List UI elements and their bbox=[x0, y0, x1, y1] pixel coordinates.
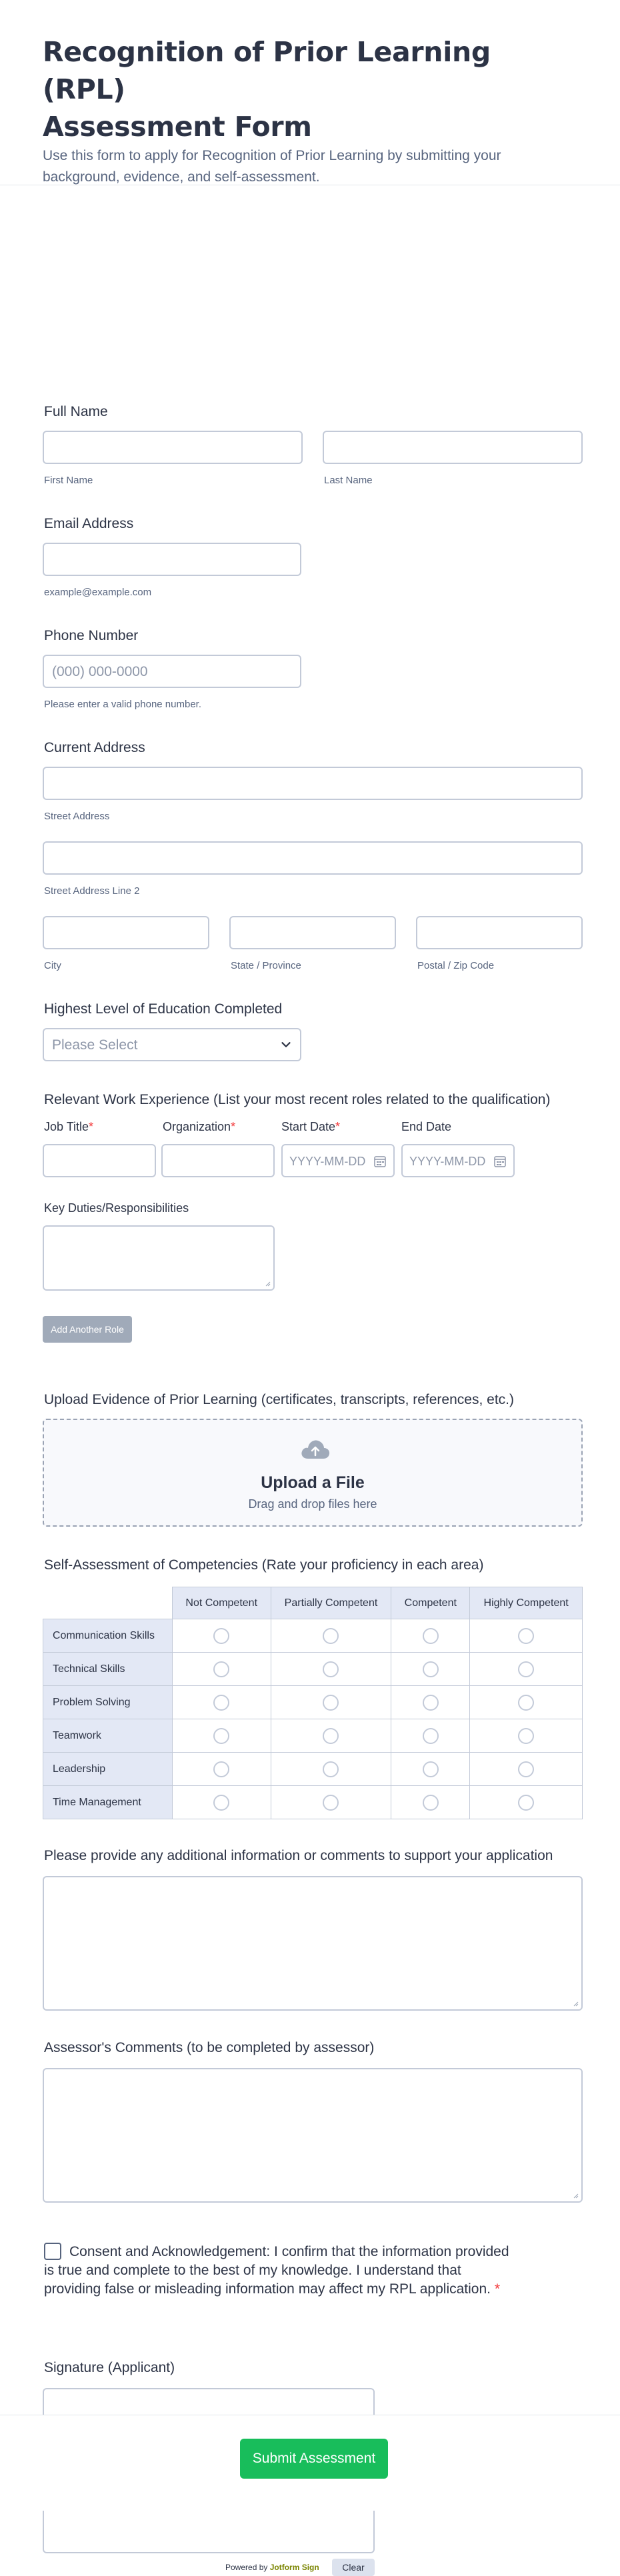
matrix-cell bbox=[391, 1786, 470, 1819]
end-date-input[interactable] bbox=[401, 1144, 515, 1177]
matrix-cell bbox=[271, 1619, 391, 1653]
full-name-label: Full Name bbox=[44, 404, 108, 419]
end-date-placeholder: YYYY-MM-DD bbox=[409, 1155, 486, 1168]
street-address-sublabel: Street Address bbox=[44, 811, 110, 822]
title-line-2: Assessment Form bbox=[43, 111, 312, 143]
matrix-row bbox=[43, 1719, 583, 1753]
consent-text bbox=[44, 2243, 564, 2299]
matrix-radio[interactable] bbox=[518, 1628, 534, 1644]
matrix-radio[interactable] bbox=[323, 1695, 339, 1711]
file-upload-dropzone[interactable] bbox=[43, 1419, 583, 1527]
duties-textarea[interactable] bbox=[43, 1225, 275, 1291]
state-sublabel: State / Province bbox=[231, 960, 301, 971]
phone-sublabel: Please enter a valid phone number. bbox=[44, 699, 201, 710]
matrix-radio[interactable] bbox=[423, 1761, 439, 1777]
additional-info-label: Please provide any additional information or comments to support your application bbox=[44, 1848, 553, 1863]
matrix-radio[interactable] bbox=[213, 1795, 229, 1811]
matrix-radio[interactable] bbox=[423, 1628, 439, 1644]
matrix-column-header: Partially Competent bbox=[271, 1587, 391, 1619]
matrix-cell bbox=[172, 1653, 271, 1686]
resize-handle-icon[interactable] bbox=[572, 2192, 579, 2199]
phone-placeholder: (000) 000-0000 bbox=[52, 664, 148, 679]
email-sublabel: example@example.com bbox=[44, 587, 152, 598]
matrix-radio[interactable] bbox=[423, 1695, 439, 1711]
job-title-input[interactable] bbox=[43, 1144, 156, 1177]
matrix-cell bbox=[271, 1686, 391, 1719]
matrix-row bbox=[43, 1619, 583, 1653]
last-name-sublabel: Last Name bbox=[324, 475, 373, 486]
upload-label: Upload Evidence of Prior Learning (certificates, transcripts, references, etc.) bbox=[44, 1392, 514, 1407]
postal-sublabel: Postal / Zip Code bbox=[417, 960, 495, 971]
matrix-cell bbox=[470, 1653, 583, 1686]
matrix-cell bbox=[271, 1786, 391, 1819]
consent-line-2: is true and complete to the best of my knowledge. I understand that bbox=[44, 2263, 461, 2278]
matrix-cell bbox=[172, 1619, 271, 1653]
matrix-radio[interactable] bbox=[213, 1695, 229, 1711]
matrix-radio[interactable] bbox=[423, 1728, 439, 1744]
email-label: Email Address bbox=[44, 516, 134, 531]
matrix-row-label: Leadership bbox=[43, 1753, 173, 1786]
matrix-radio[interactable] bbox=[423, 1795, 439, 1811]
matrix-row bbox=[43, 1653, 583, 1686]
powered-by: Powered by Jotform Sign bbox=[225, 2563, 319, 2572]
matrix-row bbox=[43, 1753, 583, 1786]
address-label: Current Address bbox=[44, 740, 145, 755]
duties-label: Key Duties/Responsibilities bbox=[44, 1201, 189, 1215]
city-sublabel: City bbox=[44, 960, 61, 971]
first-name-sublabel: First Name bbox=[44, 475, 93, 486]
matrix-cell bbox=[271, 1653, 391, 1686]
matrix-radio[interactable] bbox=[213, 1728, 229, 1744]
submit-button[interactable]: Submit Assessment bbox=[240, 2439, 388, 2479]
form-footer bbox=[0, 2415, 620, 2511]
matrix-cell bbox=[172, 1719, 271, 1753]
matrix-cell bbox=[391, 1753, 470, 1786]
page-title bbox=[43, 33, 577, 145]
start-date-input[interactable] bbox=[281, 1144, 395, 1177]
matrix-radio[interactable] bbox=[213, 1761, 229, 1777]
matrix-radio[interactable] bbox=[518, 1695, 534, 1711]
upload-subtitle: Drag and drop files here bbox=[248, 1497, 377, 1511]
matrix-cell bbox=[470, 1686, 583, 1719]
matrix-cell bbox=[391, 1653, 470, 1686]
street-address-input[interactable] bbox=[43, 767, 583, 800]
signature-label: Signature (Applicant) bbox=[44, 2360, 175, 2375]
start-date-label: Start Date* bbox=[281, 1120, 341, 1133]
organization-label: Organization* bbox=[163, 1120, 236, 1133]
phone-label: Phone Number bbox=[44, 628, 139, 643]
matrix-row bbox=[43, 1686, 583, 1719]
matrix-radio[interactable] bbox=[323, 1795, 339, 1811]
matrix-row-label: Communication Skills bbox=[43, 1619, 173, 1653]
chevron-down-icon bbox=[279, 1037, 293, 1052]
matrix-radio[interactable] bbox=[323, 1628, 339, 1644]
first-name-input[interactable] bbox=[43, 431, 303, 464]
matrix-cell bbox=[271, 1753, 391, 1786]
clear-signature-button[interactable]: Clear bbox=[332, 2559, 375, 2576]
matrix-row-label: Technical Skills bbox=[43, 1653, 173, 1686]
matrix-cell bbox=[172, 1686, 271, 1719]
last-name-input[interactable] bbox=[323, 431, 583, 464]
resize-handle-icon[interactable] bbox=[264, 1280, 271, 1287]
consent-line-1: Consent and Acknowledgement: I confirm that the information provided bbox=[69, 2244, 509, 2259]
matrix-cell bbox=[470, 1619, 583, 1653]
jotform-sign-brand: Jotform Sign bbox=[269, 2563, 319, 2572]
form-header bbox=[0, 0, 620, 185]
education-select[interactable] bbox=[43, 1028, 301, 1061]
organization-input[interactable] bbox=[161, 1144, 275, 1177]
street-address-2-input[interactable] bbox=[43, 841, 583, 875]
matrix-corner bbox=[43, 1587, 173, 1619]
matrix-radio[interactable] bbox=[518, 1761, 534, 1777]
matrix-column-header: Highly Competent bbox=[470, 1587, 583, 1619]
matrix-column-header: Competent bbox=[391, 1587, 470, 1619]
calendar-icon bbox=[493, 1155, 507, 1168]
cloud-upload-icon bbox=[300, 1437, 331, 1460]
required-mark: * bbox=[494, 2281, 501, 2297]
education-placeholder: Please Select bbox=[52, 1037, 138, 1053]
street-address-2-sublabel: Street Address Line 2 bbox=[44, 885, 140, 897]
matrix-column-header: Not Competent bbox=[172, 1587, 271, 1619]
matrix-row-label: Time Management bbox=[43, 1786, 173, 1819]
matrix-radio[interactable] bbox=[423, 1661, 439, 1677]
matrix-cell bbox=[470, 1719, 583, 1753]
resize-handle-icon[interactable] bbox=[572, 2000, 579, 2007]
email-input[interactable] bbox=[43, 543, 301, 576]
end-date-label: End Date bbox=[401, 1120, 452, 1133]
matrix-radio[interactable] bbox=[518, 1661, 534, 1677]
matrix-cell bbox=[172, 1753, 271, 1786]
phone-input[interactable] bbox=[43, 655, 301, 688]
matrix-row bbox=[43, 1786, 583, 1819]
matrix-radio[interactable] bbox=[518, 1728, 534, 1744]
assessor-comments-textarea[interactable] bbox=[43, 2068, 583, 2203]
job-title-label: Job Title* bbox=[44, 1120, 94, 1133]
matrix-cell bbox=[470, 1786, 583, 1819]
matrix-cell bbox=[271, 1719, 391, 1753]
page-description: Use this form to apply for Recognition of Prior Learning by submitting your background, evidence, and self-assessment. bbox=[43, 148, 501, 185]
calendar-icon bbox=[373, 1155, 387, 1168]
add-another-role-button[interactable]: Add Another Role bbox=[43, 1316, 132, 1343]
matrix-radio[interactable] bbox=[518, 1795, 534, 1811]
matrix-cell bbox=[391, 1719, 470, 1753]
postal-input[interactable] bbox=[416, 916, 583, 949]
matrix-row-label: Teamwork bbox=[43, 1719, 173, 1753]
matrix-radio[interactable] bbox=[323, 1661, 339, 1677]
city-input[interactable] bbox=[43, 916, 209, 949]
matrix-radio[interactable] bbox=[213, 1628, 229, 1644]
upload-title: Upload a File bbox=[261, 1473, 365, 1492]
work-experience-label: Relevant Work Experience (List your most recent roles related to the qualification) bbox=[44, 1092, 551, 1107]
matrix-cell bbox=[391, 1619, 470, 1653]
matrix-radio[interactable] bbox=[323, 1761, 339, 1777]
state-input[interactable] bbox=[229, 916, 396, 949]
title-line-1: Recognition of Prior Learning (RPL) bbox=[43, 36, 491, 105]
self-assessment-label: Self-Assessment of Competencies (Rate your proficiency in each area) bbox=[44, 1557, 484, 1573]
matrix-cell bbox=[172, 1786, 271, 1819]
assessor-comments-label: Assessor's Comments (to be completed by assessor) bbox=[44, 2040, 375, 2055]
matrix-cell bbox=[470, 1753, 583, 1786]
competency-matrix bbox=[43, 1587, 583, 1819]
matrix-cell bbox=[391, 1686, 470, 1719]
matrix-radio[interactable] bbox=[323, 1728, 339, 1744]
matrix-radio[interactable] bbox=[213, 1661, 229, 1677]
additional-info-textarea[interactable] bbox=[43, 1876, 583, 2011]
start-date-placeholder: YYYY-MM-DD bbox=[289, 1155, 366, 1168]
education-label: Highest Level of Education Completed bbox=[44, 1001, 283, 1017]
matrix-row-label: Problem Solving bbox=[43, 1686, 173, 1719]
consent-line-3: providing false or misleading information may affect my RPL application. * bbox=[44, 2281, 501, 2297]
